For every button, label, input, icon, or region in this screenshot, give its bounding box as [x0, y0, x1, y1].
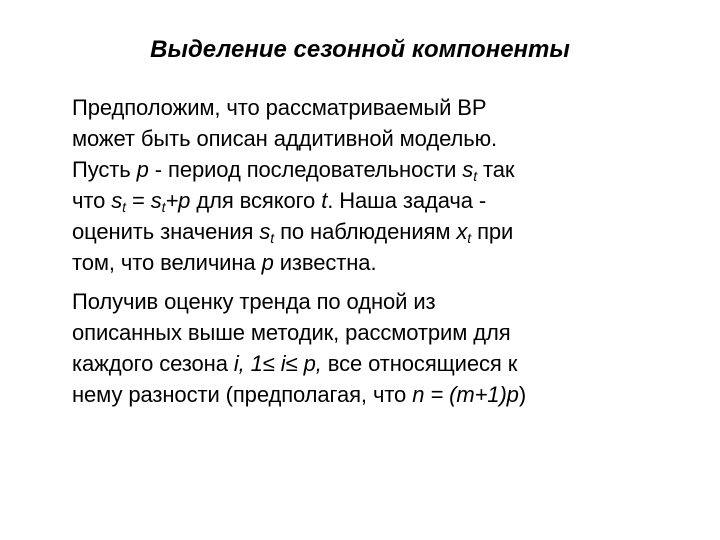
subscript-t: t — [467, 230, 472, 246]
var-p: p — [261, 250, 274, 275]
text: том, что величина — [72, 250, 262, 275]
length-expression: n = (m+1)p — [412, 382, 519, 407]
equals-sign: = — [125, 188, 151, 213]
text-line — [72, 317, 682, 348]
text: что — [72, 188, 112, 213]
text-line — [72, 92, 682, 123]
var-s: s — [259, 219, 271, 244]
text: известна. — [273, 250, 377, 275]
season-range-expression: i, 1≤ i≤ p, — [233, 351, 322, 376]
text: Предположим, что рассматриваемый ВР — [72, 95, 487, 120]
text: при — [471, 219, 514, 244]
slide-title: Выделение сезонной компоненты — [150, 36, 570, 63]
text-line — [72, 216, 682, 247]
text: каждого сезона — [72, 351, 234, 376]
text-line — [72, 286, 682, 317]
subscript-t: t — [161, 199, 166, 215]
text: нему разности (предполагая, что — [72, 382, 413, 407]
text-line — [72, 379, 682, 410]
text: по наблюдениям — [274, 219, 457, 244]
subscript-t: t — [122, 199, 126, 215]
text: так — [477, 157, 515, 182]
text-line — [72, 247, 682, 278]
text: описанных выше методик, рассмотрим для — [72, 320, 511, 345]
var-plus-p: +p — [165, 188, 191, 213]
text: - период последовательности — [148, 157, 463, 182]
text-line — [72, 185, 682, 216]
var-t: t — [321, 188, 328, 213]
var-x: x — [456, 219, 468, 244]
text: может быть описан аддитивной моделью. — [72, 126, 497, 151]
text: все относящиеся к — [321, 351, 518, 376]
var-p: p — [136, 157, 149, 182]
text-line — [72, 348, 682, 379]
paragraph-2 — [72, 286, 682, 410]
text: для всякого — [190, 188, 322, 213]
paragraph-1 — [72, 92, 682, 278]
var-s: s — [111, 188, 123, 213]
text-line — [72, 123, 682, 154]
text: . Наша задача - — [327, 188, 487, 213]
text-line — [72, 154, 682, 185]
slide-body — [72, 92, 682, 410]
text: Пусть — [72, 157, 137, 182]
subscript-t: t — [473, 168, 477, 184]
subscript-t: t — [270, 230, 275, 246]
text: оценить значения — [72, 219, 260, 244]
text: Получив оценку тренда по одной из — [72, 289, 436, 314]
var-s: s — [462, 157, 474, 182]
text: ) — [518, 382, 527, 407]
var-s: s — [150, 188, 162, 213]
